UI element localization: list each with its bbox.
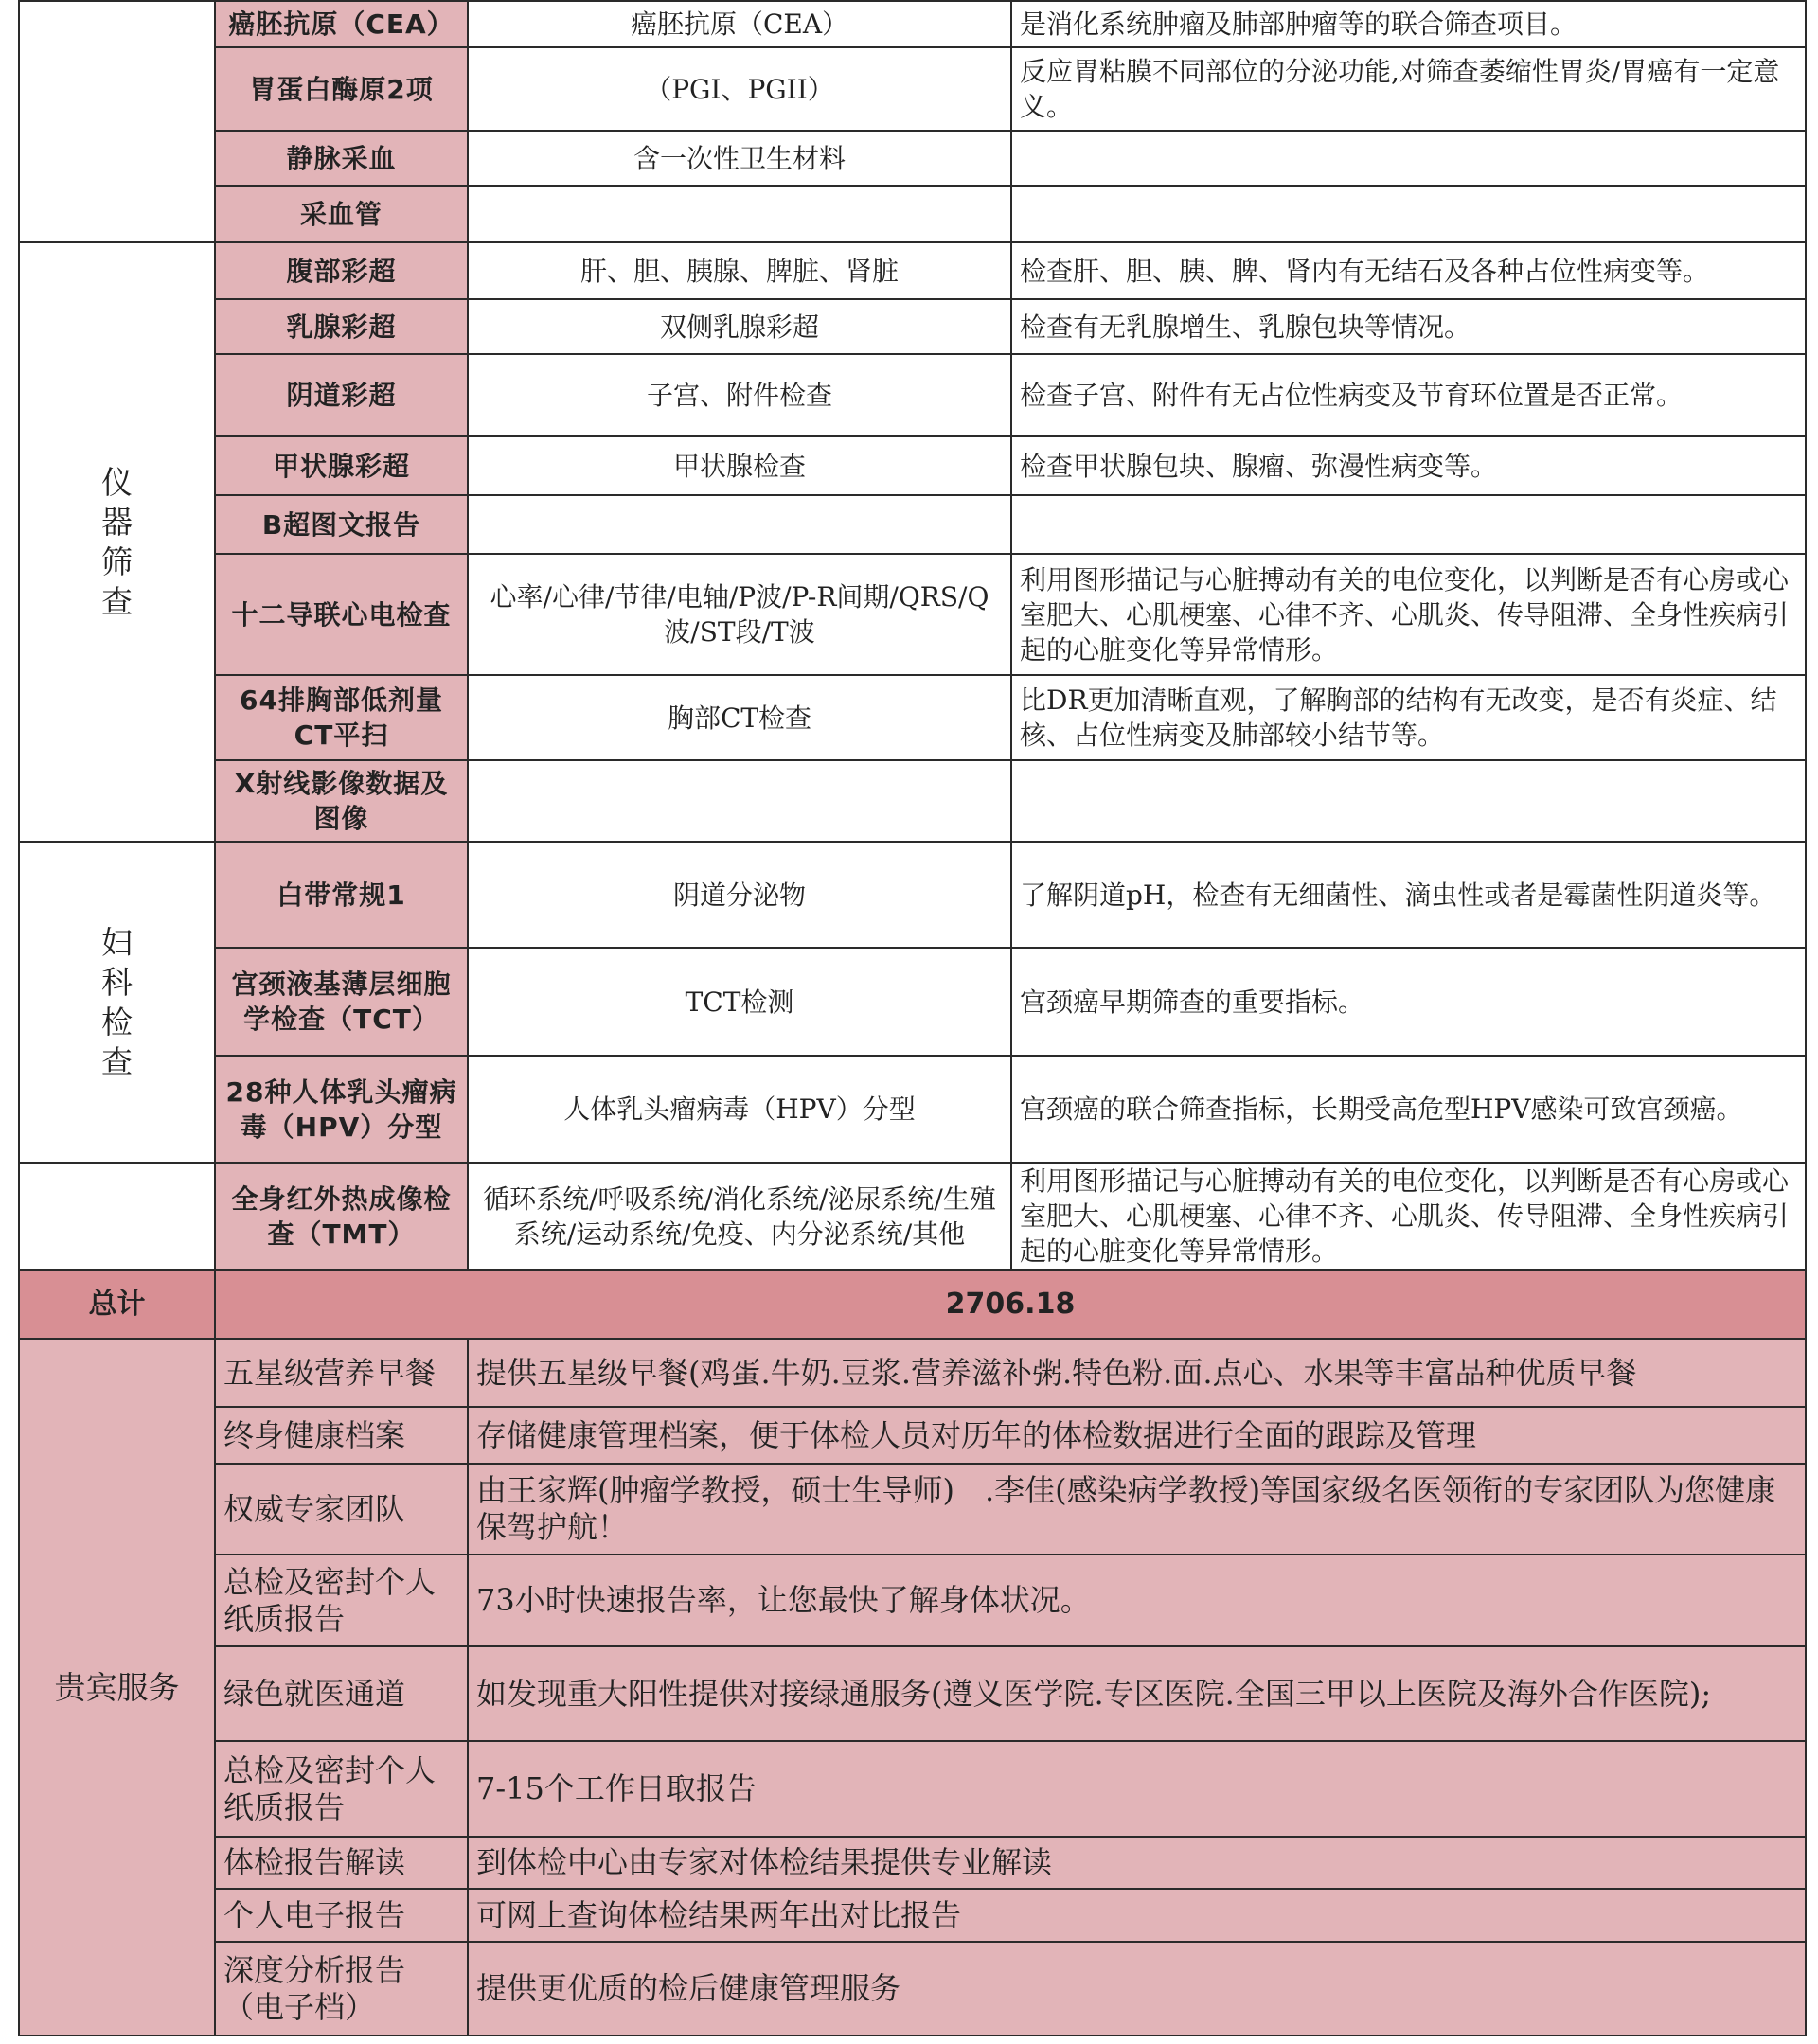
service-desc: 提供更优质的检后健康管理服务	[468, 1942, 1806, 2035]
item-name: 宫颈液基薄层细胞学检查（TCT）	[215, 948, 468, 1056]
item-content	[468, 186, 1011, 242]
item-desc: 利用图形描记与心脏搏动有关的电位变化，以判断是否有心房或心室肥大、心肌梗塞、心律不齐、心肌炎、传导阻滞、全身性疾病引起的心脏变化等异常情形。	[1011, 554, 1806, 675]
item-name: 十二导联心电检查	[215, 554, 468, 675]
item-content: 肝、胆、胰腺、脾脏、肾脏	[468, 242, 1011, 299]
item-name: 白带常规1	[215, 842, 468, 948]
category-cell-instrument	[19, 242, 215, 842]
item-name: 腹部彩超	[215, 242, 468, 299]
item-content: 胸部CT检查	[468, 675, 1011, 760]
item-name: 采血管	[215, 186, 468, 242]
service-desc: 可网上查询体检结果两年出对比报告	[468, 1889, 1806, 1942]
item-content: 心率/心律/节律/电轴/P波/P-R间期/QRS/Q波/ST段/T波	[468, 554, 1011, 675]
table-row	[19, 1, 1806, 47]
service-desc: 73小时快速报告率，让您最快了解身体状况。	[468, 1555, 1806, 1646]
table-row	[19, 47, 1806, 131]
service-row	[19, 1889, 1806, 1942]
item-desc: 宫颈癌早期筛查的重要指标。	[1011, 948, 1806, 1056]
item-name: 阴道彩超	[215, 354, 468, 436]
table-row	[19, 186, 1806, 242]
table-row	[19, 948, 1806, 1056]
service-name: 权威专家团队	[215, 1464, 468, 1555]
service-row	[19, 1646, 1806, 1741]
table-row	[19, 436, 1806, 495]
service-desc: 由王家辉(肿瘤学教授，硕士生导师) .李佳(感染病学教授)等国家级名医领衔的专家团队为您健康保驾护航！	[468, 1464, 1806, 1555]
item-content: TCT检测	[468, 948, 1011, 1056]
service-name: 总检及密封个人纸质报告	[215, 1555, 468, 1646]
item-desc: 检查肝、胆、胰、脾、肾内有无结石及各种占位性病变等。	[1011, 242, 1806, 299]
service-name: 个人电子报告	[215, 1889, 468, 1942]
category-cell-blank	[19, 1, 215, 242]
table-row	[19, 242, 1806, 299]
item-desc: 检查子宫、附件有无占位性病变及节育环位置是否正常。	[1011, 354, 1806, 436]
table-row	[19, 131, 1806, 186]
category-label: 仪器筛查	[101, 463, 133, 620]
table-row	[19, 1056, 1806, 1163]
service-row	[19, 1555, 1806, 1646]
item-content: 癌胚抗原（CEA）	[468, 1, 1011, 47]
service-row	[19, 1407, 1806, 1464]
item-content: 循环系统/呼吸系统/消化系统/泌尿系统/生殖系统/运动系统/免疫、内分泌系统/其他	[468, 1163, 1011, 1270]
total-row	[19, 1270, 1806, 1339]
item-name: 癌胚抗原（CEA）	[215, 1, 468, 47]
item-content: 含一次性卫生材料	[468, 131, 1011, 186]
item-desc: 反应胃粘膜不同部位的分泌功能,对筛查萎缩性胃炎/胃癌有一定意义。	[1011, 47, 1806, 131]
total-label: 总计	[19, 1270, 215, 1339]
service-name: 五星级营养早餐	[215, 1339, 468, 1407]
item-desc	[1011, 495, 1806, 554]
table-row	[19, 495, 1806, 554]
service-name: 总检及密封个人纸质报告	[215, 1741, 468, 1837]
service-desc: 到体检中心由专家对体检结果提供专业解读	[468, 1837, 1806, 1889]
item-name: 64排胸部低剂量CT平扫	[215, 675, 468, 760]
item-desc: 检查有无乳腺增生、乳腺包块等情况。	[1011, 299, 1806, 354]
item-name: X射线影像数据及图像	[215, 760, 468, 842]
table-row	[19, 354, 1806, 436]
item-content: 阴道分泌物	[468, 842, 1011, 948]
item-desc: 是消化系统肿瘤及肺部肿瘤等的联合筛查项目。	[1011, 1, 1806, 47]
table-row	[19, 554, 1806, 675]
table-row	[19, 842, 1806, 948]
total-value: 2706.18	[215, 1270, 1806, 1339]
item-name: 甲状腺彩超	[215, 436, 468, 495]
service-name: 绿色就医通道	[215, 1646, 468, 1741]
service-row	[19, 1942, 1806, 2035]
item-content: 人体乳头瘤病毒（HPV）分型	[468, 1056, 1011, 1163]
service-row	[19, 1339, 1806, 1407]
service-desc: 存储健康管理档案，便于体检人员对历年的体检数据进行全面的跟踪及管理	[468, 1407, 1806, 1464]
item-name: 胃蛋白酶原2项	[215, 47, 468, 131]
category-cell-gyne	[19, 842, 215, 1163]
exam-package-table	[18, 0, 1807, 2036]
service-desc: 提供五星级早餐(鸡蛋.牛奶.豆浆.营养滋补粥.特色粉.面.点心、水果等丰富品种优质早餐	[468, 1339, 1806, 1407]
item-content: 双侧乳腺彩超	[468, 299, 1011, 354]
item-desc	[1011, 760, 1806, 842]
service-name: 终身健康档案	[215, 1407, 468, 1464]
item-name: 28种人体乳头瘤病毒（HPV）分型	[215, 1056, 468, 1163]
item-content: （PGI、PGII）	[468, 47, 1011, 131]
category-cell-blank	[19, 1163, 215, 1270]
item-desc	[1011, 131, 1806, 186]
service-name: 深度分析报告（电子档）	[215, 1942, 468, 2035]
service-row	[19, 1464, 1806, 1555]
service-row	[19, 1741, 1806, 1837]
category-label: 妇科检查	[101, 923, 133, 1080]
item-name: B超图文报告	[215, 495, 468, 554]
item-name: 乳腺彩超	[215, 299, 468, 354]
item-desc: 检查甲状腺包块、腺瘤、弥漫性病变等。	[1011, 436, 1806, 495]
table-row	[19, 1163, 1806, 1270]
item-desc: 了解阴道pH，检查有无细菌性、滴虫性或者是霉菌性阴道炎等。	[1011, 842, 1806, 948]
item-content	[468, 760, 1011, 842]
item-content	[468, 495, 1011, 554]
category-cell-vip: 贵宾服务	[19, 1339, 215, 2035]
service-desc: 如发现重大阳性提供对接绿通服务(遵义医学院.专区医院.全国三甲以上医院及海外合作医院);	[468, 1646, 1806, 1741]
item-desc	[1011, 186, 1806, 242]
table-row	[19, 675, 1806, 760]
item-desc: 宫颈癌的联合筛查指标，长期受高危型HPV感染可致宫颈癌。	[1011, 1056, 1806, 1163]
item-content: 子宫、附件检查	[468, 354, 1011, 436]
table-row	[19, 760, 1806, 842]
table-row	[19, 299, 1806, 354]
service-name: 体检报告解读	[215, 1837, 468, 1889]
item-content: 甲状腺检查	[468, 436, 1011, 495]
service-desc: 7-15个工作日取报告	[468, 1741, 1806, 1837]
item-desc: 比DR更加清晰直观，了解胸部的结构有无改变，是否有炎症、结核、占位性病变及肺部较小结节等。	[1011, 675, 1806, 760]
item-desc: 利用图形描记与心脏搏动有关的电位变化，以判断是否有心房或心室肥大、心肌梗塞、心律不齐、心肌炎、传导阻滞、全身性疾病引起的心脏变化等异常情形。	[1011, 1163, 1806, 1270]
service-row	[19, 1837, 1806, 1889]
item-name: 静脉采血	[215, 131, 468, 186]
item-name: 全身红外热成像检查（TMT）	[215, 1163, 468, 1270]
